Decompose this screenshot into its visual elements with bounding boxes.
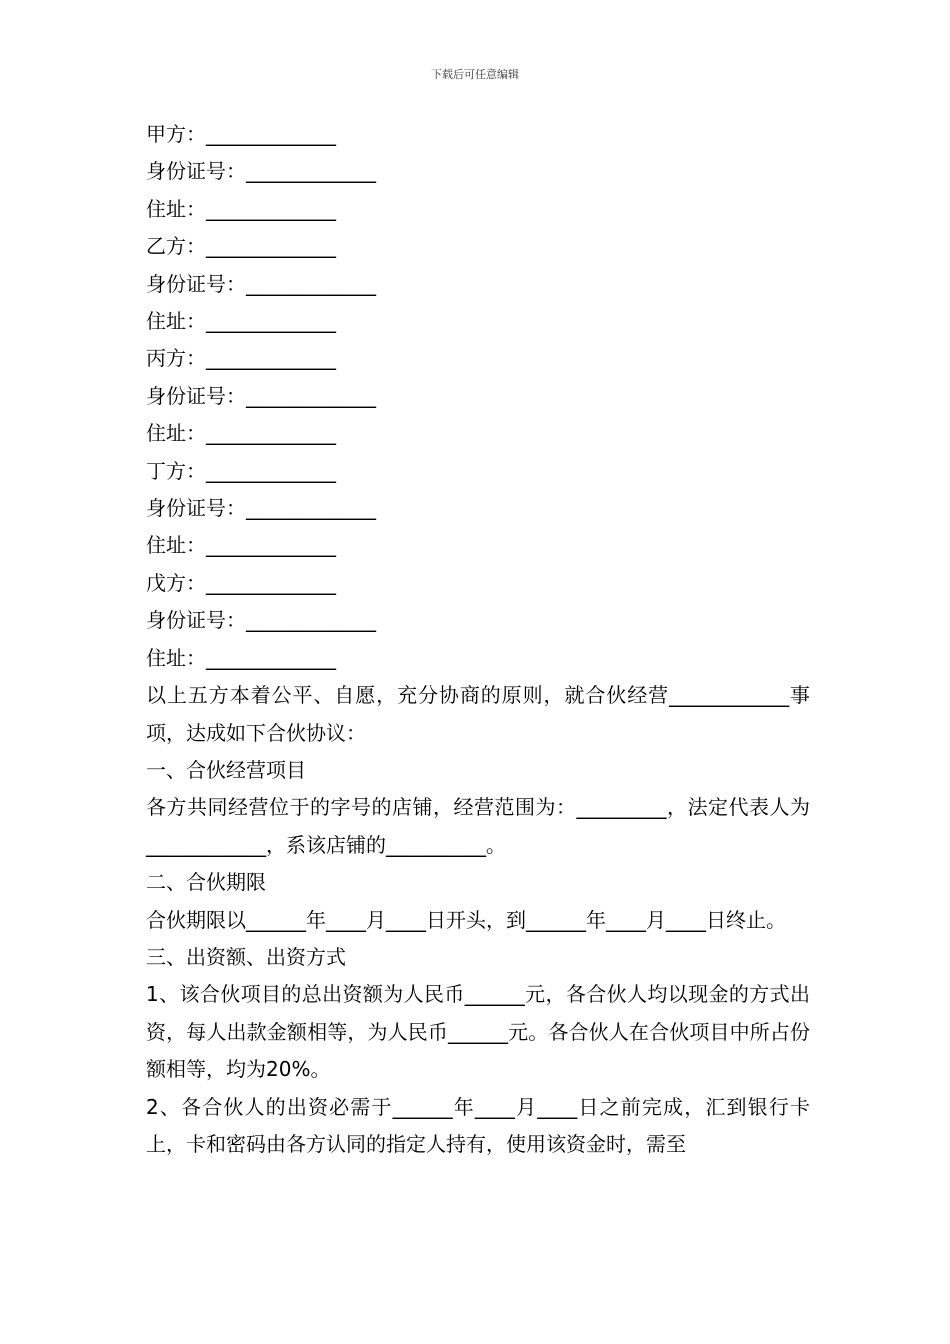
party-e-id: 身份证号：_____________	[146, 608, 376, 633]
party-d-name: 丁方：_____________	[146, 458, 336, 483]
party-e-address: 住址：_____________	[146, 645, 336, 670]
section-1-text: 各方共同经营位于的字号的店铺，经营范围为：_________，法定代表人为____________，系该店铺的__________。	[146, 795, 810, 857]
section-3-item-1: 1、该合伙项目的总出资额为人民币______元，各合伙人均以现金的方式出资，每人出款金额相等，为人民币______元。各合伙人在合伙项目中所占份额相等，均为20%。	[146, 982, 810, 1082]
section-1-title: 一、合伙经营项目	[146, 757, 306, 782]
party-c-name: 丙方：_____________	[146, 346, 336, 371]
party-a-id: 身份证号：_____________	[146, 159, 376, 184]
party-c-address: 住址：_____________	[146, 421, 336, 446]
section-2-text: 合伙期限以______年____月____日开头，到______年____月____日终止。	[146, 907, 786, 932]
document-body	[146, 116, 810, 1163]
party-b-id: 身份证号：_____________	[146, 271, 376, 296]
section-3-item-2: 2、各合伙人的出资必需于______年____月____日之前完成，汇到银行卡上，卡和密码由各方认同的指定人持有，使用该资金时，需至	[146, 1094, 810, 1156]
party-a-name: 甲方：_____________	[146, 122, 336, 146]
party-d-id: 身份证号：_____________	[146, 496, 376, 521]
party-a-address: 住址：_____________	[146, 196, 336, 221]
party-b-address: 住址：_____________	[146, 309, 336, 334]
intro-paragraph: 以上五方本着公平、自愿，充分协商的原则，就合伙经营____________事项，达成如下合伙协议：	[146, 683, 810, 745]
party-d-address: 住址：_____________	[146, 533, 336, 558]
party-b-name: 乙方：_____________	[146, 234, 336, 259]
party-e-name: 戊方：_____________	[146, 570, 336, 595]
section-2-title: 二、合伙期限	[146, 870, 266, 895]
section-3-title: 三、出资额、出资方式	[146, 944, 346, 969]
page-header: 下载后可任意编辑	[431, 68, 519, 81]
party-c-id: 身份证号：_____________	[146, 383, 376, 408]
